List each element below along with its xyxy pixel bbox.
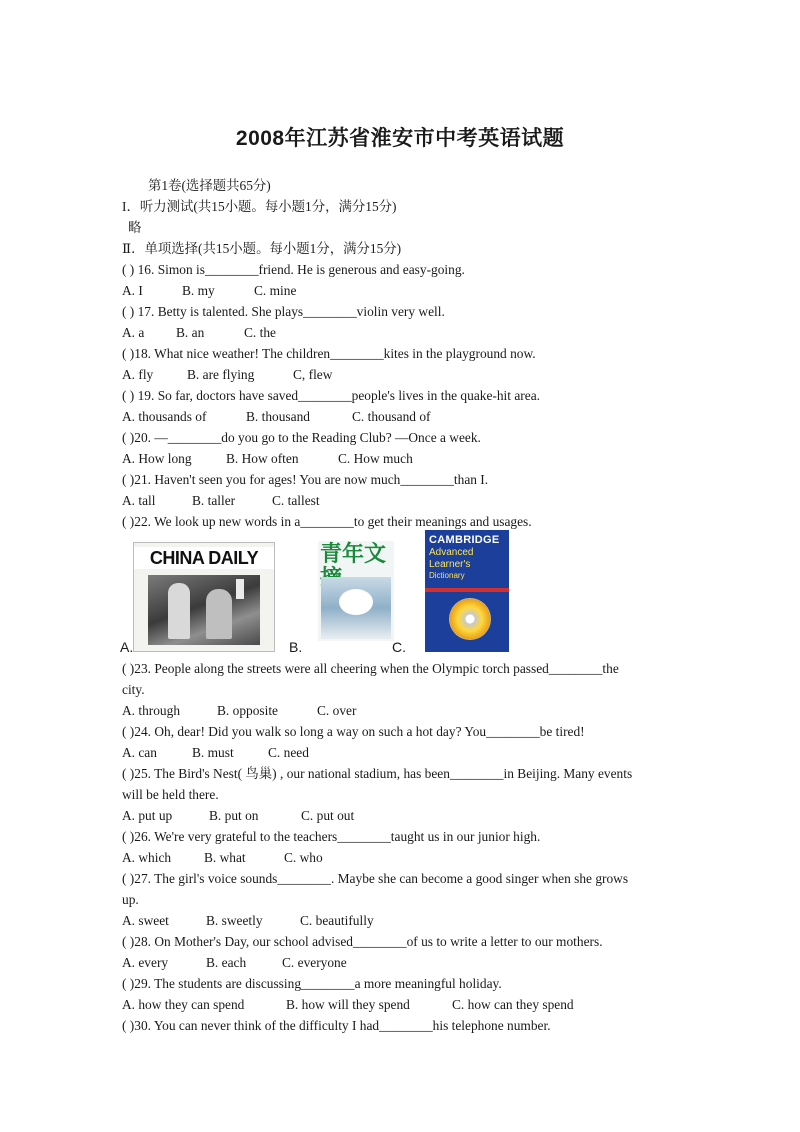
option-a: A. which (122, 850, 172, 865)
option-b: B. thousand (246, 409, 310, 424)
options-23 (122, 703, 356, 719)
question-18: ( )18. What nice weather! The children________kites in the playground now. (122, 346, 536, 361)
option-a: A. I (122, 283, 143, 298)
option-b: B. must (192, 745, 234, 760)
option-a: A. sweet (122, 913, 169, 928)
option-a: A. tall (122, 493, 156, 508)
options-18 (122, 367, 332, 383)
option-a: A. through (122, 703, 181, 718)
cd-icon (449, 598, 491, 640)
option-b: B. opposite (217, 703, 279, 718)
magazine-name: 青年文 (320, 542, 387, 567)
option-a: A. How long (122, 451, 192, 466)
option-c: C. how can they spend (452, 997, 574, 1012)
page-title: 2008年江苏省淮安市中考英语试题 (235, 127, 565, 150)
question-25-cont: will be held there. (122, 787, 219, 802)
option-c: C. need (268, 745, 309, 760)
question-17: ( ) 17. Betty is talented. She plays________violin very well. (122, 304, 445, 319)
option-a: A. put up (122, 808, 173, 823)
options-26 (122, 850, 323, 866)
option-c: C. everyone (282, 955, 347, 970)
option-a-label: A. (120, 639, 134, 655)
option-c: C. How much (338, 451, 413, 466)
option-b: B. an (176, 325, 205, 340)
newspaper-photo (148, 575, 260, 645)
magazine-photo (321, 577, 391, 639)
option-a: A. how they can spend (122, 997, 245, 1012)
question-30: ( )30. You can never think of the difficulty I had________his telephone number. (122, 1018, 551, 1033)
option-c: C. put out (301, 808, 355, 823)
option-b: B. how will they spend (286, 997, 410, 1012)
question-21: ( )21. Haven't seen you for ages! You are now much________than I. (122, 472, 489, 487)
section-1-heading: I．听力测试(共15小题。每小题1分，满分15分) (122, 199, 397, 214)
option-c: C, flew (293, 367, 333, 382)
option-c: C. the (244, 325, 276, 340)
question-16: ( ) 16. Simon is________friend. He is generous and easy-going. (122, 262, 465, 277)
options-16 (122, 283, 296, 299)
masthead: CHINA DAILY (134, 547, 274, 569)
option-c-label: C. (392, 639, 406, 655)
option-a: A. thousands of (122, 409, 207, 424)
option-c: C. tallest (272, 493, 320, 508)
option-c: C. thousand of (352, 409, 431, 424)
option-b: B. taller (192, 493, 236, 508)
options-28 (122, 955, 347, 971)
option-a: A. every (122, 955, 169, 970)
question-26: ( )26. We're very grateful to the teachers________taught us in our junior high. (122, 829, 541, 844)
section-1-note: 略 (128, 220, 142, 235)
section-2-heading: Ⅱ．单项选择(共15小题。每小题1分，满分15分) (122, 241, 402, 256)
options-20 (122, 451, 413, 467)
question-23-cont: city. (122, 682, 145, 697)
question-19: ( ) 19. So far, doctors have saved________people's lives in the quake-hit area. (122, 388, 540, 403)
option-b: B. what (204, 850, 246, 865)
options-25 (122, 808, 354, 824)
options-19 (122, 409, 430, 425)
question-25: ( )25. The Bird's Nest( 鸟巢) , our national stadium, has been________in Beijing. Many events (122, 766, 633, 781)
part-heading: 第1卷(选择题共65分) (148, 178, 271, 193)
option-b: B. my (182, 283, 215, 298)
options-24 (122, 745, 309, 761)
option-c: C. beautifully (300, 913, 374, 928)
option-a: A. a (122, 325, 145, 340)
dictionary-cover-image (425, 530, 509, 652)
options-21 (122, 493, 320, 509)
magazine-cover-image (318, 541, 394, 641)
option-b: B. put on (209, 808, 259, 823)
option-c: C. over (317, 703, 357, 718)
dictionary-title: CAMBRIDGE Advanced Learner's Dictionary (429, 534, 500, 580)
option-b: B. are flying (187, 367, 255, 382)
china-daily-cover-image (133, 542, 275, 652)
option-c: C. who (284, 850, 323, 865)
question-23: ( )23. People along the streets were all cheering when the Olympic torch passed________the (122, 661, 619, 676)
option-a: A. fly (122, 367, 154, 382)
question-27-cont: up. (122, 892, 139, 907)
options-29 (122, 997, 574, 1013)
option-a: A. can (122, 745, 157, 760)
option-b-label: B. (289, 639, 303, 655)
question-22: ( )22. We look up new words in a________to get their meanings and usages. (122, 514, 532, 529)
question-20: ( )20. —________do you go to the Reading Club? —Once a week. (122, 430, 481, 445)
option-b: B. sweetly (206, 913, 263, 928)
question-29: ( )29. The students are discussing________a more meaningful holiday. (122, 976, 502, 991)
question-27: ( )27. The girl's voice sounds________. Maybe she can become a good singer when she grows (122, 871, 629, 886)
options-17 (122, 325, 276, 341)
question-24: ( )24. Oh, dear! Did you walk so long a way on such a hot day? You________be tired! (122, 724, 585, 739)
question-28: ( )28. On Mother's Day, our school advised________of us to write a letter to our mothers. (122, 934, 603, 949)
options-27 (122, 913, 374, 929)
option-b: B. each (206, 955, 247, 970)
option-c: C. mine (254, 283, 297, 298)
option-b: B. How often (226, 451, 299, 466)
